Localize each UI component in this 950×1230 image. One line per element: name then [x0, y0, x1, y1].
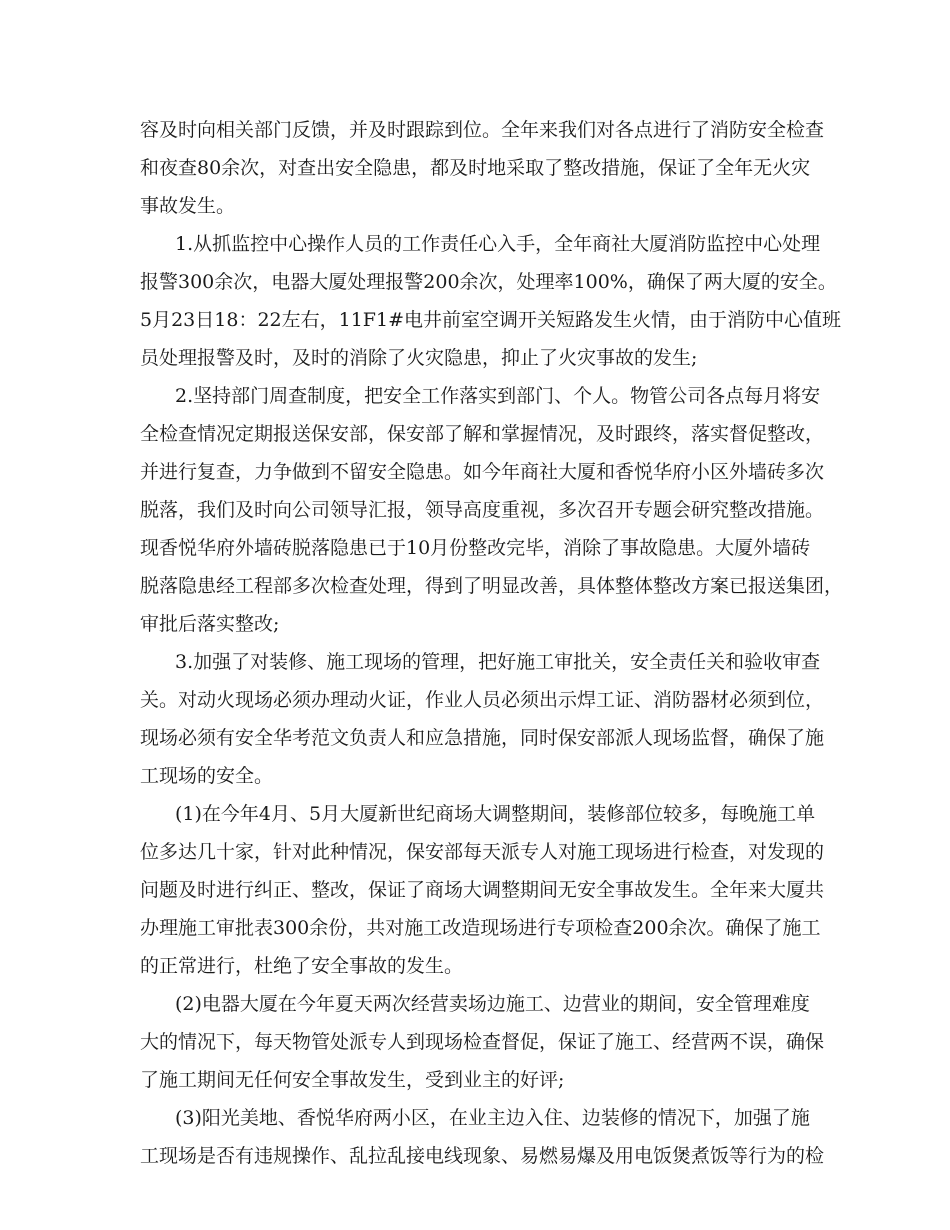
text-line: 的正常进行，杜绝了安全事故的发生。 — [140, 955, 464, 977]
paragraph-start: 2.坚持部门周查制度，把安全工作落实到部门、个人。物管公司各点每月将安 — [175, 385, 821, 407]
text-line: 和夜查80余次，对查出安全隐患，都及时地采取了整改措施，保证了全年无火灾 — [140, 157, 811, 179]
text-line: 并进行复查，力争做到不留安全隐患。如今年商社大厦和香悦华府小区外墙砖多次 — [140, 461, 825, 483]
text-line: 工现场的安全。 — [140, 765, 274, 787]
paragraph-start: (2)电器大厦在今年夏天两次经营卖场边施工、边营业的期间，安全管理难度 — [175, 993, 810, 1015]
text-line: 了施工期间无任何安全事故发生，受到业主的好评; — [140, 1069, 565, 1091]
text-line: 5月23日18：22左右，11F1#电井前室空调开关短路发生火情，由于消防中心值班 — [140, 309, 841, 331]
text-line: 关。对动火现场必须办理动火证，作业人员必须出示焊工证、消防器材必须到位， — [140, 689, 825, 711]
text-line: 全检查情况定期报送保安部，保安部了解和掌握情况，及时跟终，落实督促整改， — [140, 423, 825, 445]
text-line: 办理施工审批表300余份，共对施工改造现场进行专项检查200余次。确保了施工 — [140, 917, 821, 939]
text-line: 脱落隐患经工程部多次检查处理，得到了明显改善，具体整体整改方案已报送集团， — [140, 575, 844, 597]
text-line: 工现场是否有违规操作、乱拉乱接电线现象、易燃易爆及用电饭煲煮饭等行为的检 — [140, 1145, 825, 1167]
paragraph-start: (3)阳光美地、香悦华府两小区，在业主边入住、边装修的情况下，加强了施 — [175, 1107, 810, 1129]
text-line: 现场必须有安全华考范文负责人和应急措施，同时保安部派人现场监督，确保了施 — [140, 727, 825, 749]
text-line: 事故发生。 — [140, 195, 236, 217]
text-line: 审批后落实整改; — [140, 613, 280, 635]
paragraph-start: 1.从抓监控中心操作人员的工作责任心入手，全年商社大厦消防监控中心处理 — [175, 233, 821, 255]
paragraph-start: (1)在今年4月、5月大厦新世纪商场大调整期间，装修部位较多，每晚施工单 — [175, 803, 816, 825]
text-line: 容及时向相关部门反馈，并及时跟踪到位。全年来我们对各点进行了消防安全检查 — [140, 119, 825, 141]
text-line: 位多达几十家，针对此种情况，保安部每天派专人对施工现场进行检查，对发现的 — [140, 841, 825, 863]
text-line: 员处理报警及时，及时的消除了火灾隐患，抑止了火灾事故的发生; — [140, 347, 698, 369]
text-line: 脱落，我们及时向公司领导汇报，领导高度重视，多次召开专题会研究整改措施。 — [140, 499, 825, 521]
paragraph-start: 3.加强了对装修、施工现场的管理，把好施工审批关，安全责任关和验收审查 — [175, 651, 821, 673]
text-line: 现香悦华府外墙砖脱落隐患已于10月份整改完毕，消除了事故隐患。大厦外墙砖 — [140, 537, 811, 559]
text-line: 大的情况下，每天物管处派专人到现场检查督促，保证了施工、经营两不误，确保 — [140, 1031, 825, 1053]
text-line: 问题及时进行纠正、整改，保证了商场大调整期间无安全事故发生。全年来大厦共 — [140, 879, 825, 901]
text-line: 报警300余次，电器大厦处理报警200余次，处理率100%，确保了两大厦的安全。 — [140, 271, 837, 293]
